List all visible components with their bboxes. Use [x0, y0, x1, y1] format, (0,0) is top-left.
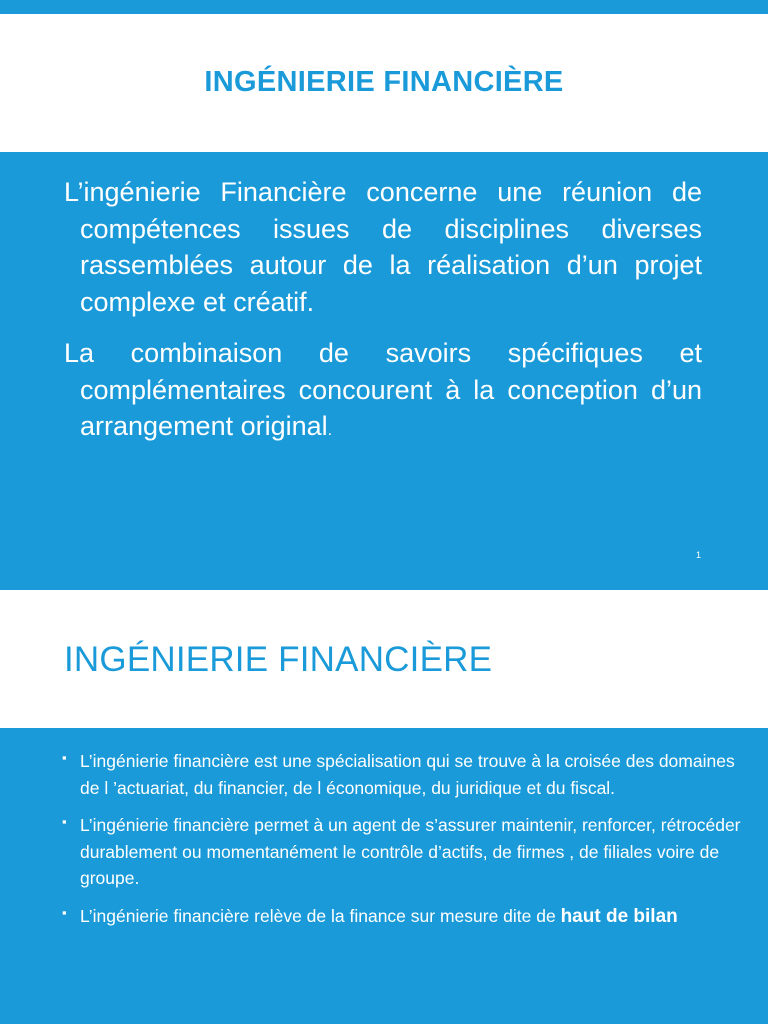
list-item [62, 903, 742, 931]
slide1-paragraph-2 [64, 335, 702, 450]
slide1-paragraph-2-end: . [327, 422, 333, 439]
bullet-bold-text: haut de bilan [560, 905, 678, 927]
slide1-paragraph-1: L’ingénierie Financière concerne une réunion de compétences issues de disciplines diverses rassemblées autour de la réalisation d’un projet complexe et créatif. [64, 177, 702, 317]
slide1-title: INGÉNIERIE FINANCIÈRE [204, 66, 564, 98]
square-bullet-icon: ▪ [62, 750, 67, 765]
slide2-title: INGÉNIERIE FINANCIÈRE [64, 640, 493, 679]
slide2-bullet-list [62, 748, 742, 941]
list-item [62, 748, 742, 801]
bullet-text: L’ingénierie financière relève de la finance sur mesure dite de [80, 905, 561, 926]
slide1-paragraph-2-text: La combinaison de savoirs spécifiques et complémentaires concourent à la conception d’un arrangement original [64, 338, 702, 441]
slide1-page-number: 1 [696, 550, 702, 560]
list-item [62, 812, 742, 892]
square-bullet-icon: ▪ [62, 814, 67, 829]
bullet-text: L’ingénierie financière est une spécialisation qui se trouve à la croisée des domaines de l ’actuariat, du financier, de l économique, du juridique et du fiscal. [80, 751, 735, 798]
square-bullet-icon: ▪ [62, 904, 67, 920]
bullet-text: L’ingénierie financière permet à un agent de s’assurer maintenir, renforcer, rétrocéder durablement ou momentanément le contrôle d’actifs, de firmes , de filiales voire de groupe. [80, 815, 741, 888]
